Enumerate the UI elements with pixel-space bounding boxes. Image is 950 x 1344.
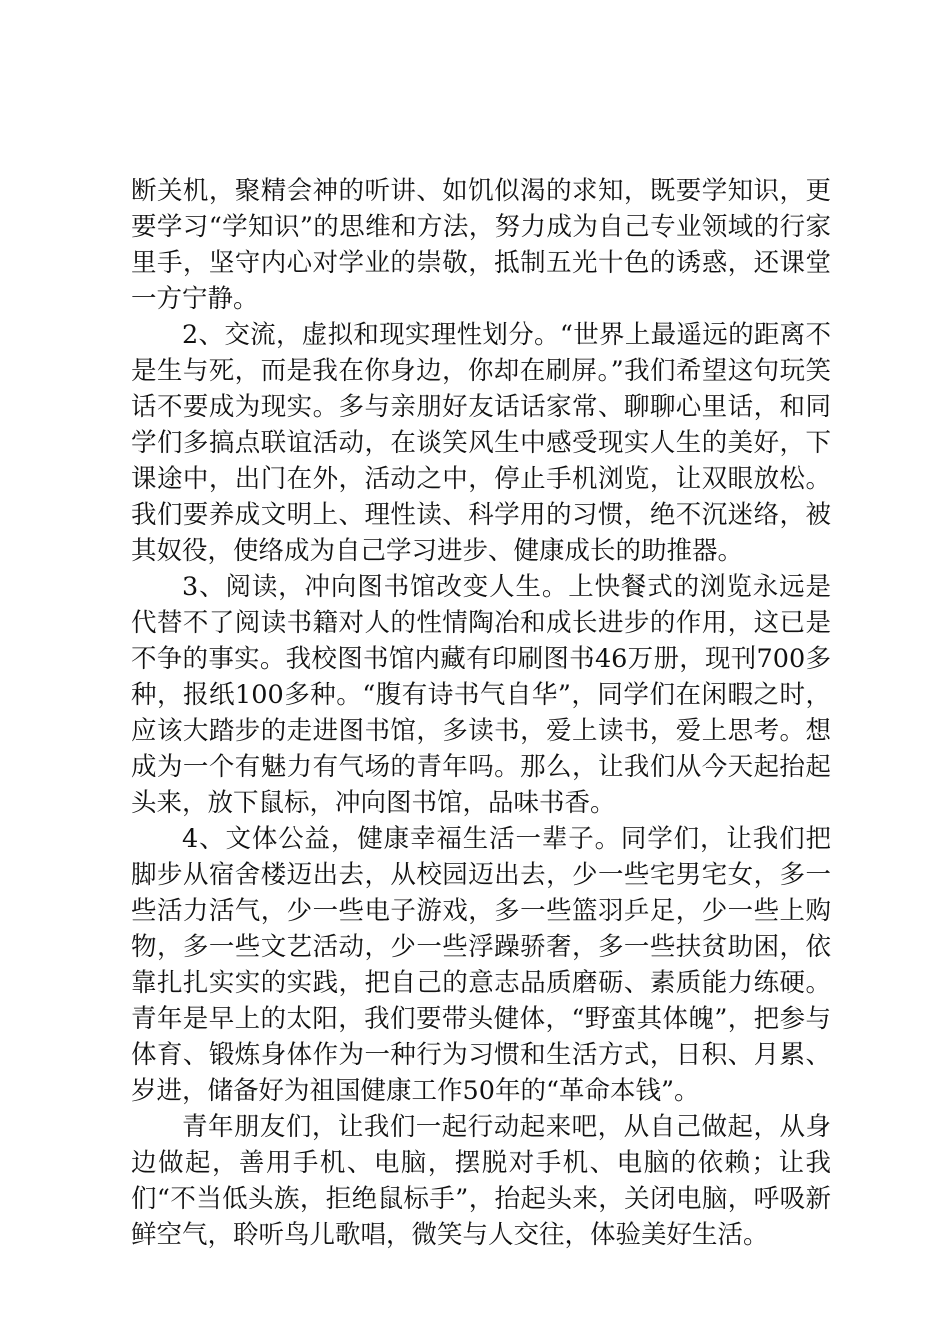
paragraph-reading: 3、阅读，冲向图书馆改变人生。上快餐式的浏览永远是代替不了阅读书籍对人的性情陶冶和成长进步的作用，这已是不争的事实。我校图书馆内藏有印刷图书46万册，现刊700多种，报纸100多种。“腹有诗书气自华”，同学们在闲暇之时，应该大踏步的走进图书馆，多读书，爱上读书，爱上思考。想成为一个有魅力有气场的青年吗。那么，让我们从今天起抬起头来，放下鼠标，冲向图书馆，品味书香。 (131, 572, 831, 818)
paragraph-continuation: 断关机，聚精会神的听讲、如饥似渴的求知，既要学知识，更要学习“学知识”的思维和方法，努力成为自己专业领域的行家里手，坚守内心对学业的崇敬，抵制五光十色的诱惑，还课堂一方宁静。 (131, 176, 831, 314)
paragraph-closing: 青年朋友们，让我们一起行动起来吧，从自己做起，从身边做起，善用手机、电脑，摆脱对手机、电脑的依赖；让我们“不当低头族，拒绝鼠标手”，抬起头来，关闭电脑，呼吸新鲜空气，聆听鸟儿歌唱，微笑与人交往，体验美好生活。 (131, 1112, 831, 1250)
paragraph-sports-public-welfare: 4、文体公益，健康幸福生活一辈子。同学们，让我们把脚步从宿舍楼迈出去，从校园迈出去，少一些宅男宅女，多一些活力活气，少一些电子游戏，多一些篮羽乒足，少一些上购物，多一些文艺活动，少一些浮躁骄奢，多一些扶贫助困，依靠扎扎实实的实践，把自己的意志品质磨砺、素质能力练硬。青年是早上的太阳，我们要带头健体，“野蛮其体魄”，把参与体育、锻炼身体作为一种行为习惯和生活方式，日积、月累、岁进，储备好为祖国健康工作50年的“革命本钱”。 (131, 824, 831, 1106)
document-body (131, 173, 831, 1253)
paragraph-communication: 2、交流，虚拟和现实理性划分。“世界上最遥远的距离不是生与死，而是我在你身边，你却在刷屏。”我们希望这句玩笑话不要成为现实。多与亲朋好友话话家常、聊聊心里话，和同学们多搞点联谊活动，在谈笑风生中感受现实人生的美好，下课途中，出门在外，活动之中，停止手机浏览，让双眼放松。我们要养成文明上、理性读、科学用的习惯，绝不沉迷络，被其奴役，使络成为自己学习进步、健康成长的助推器。 (131, 320, 831, 566)
